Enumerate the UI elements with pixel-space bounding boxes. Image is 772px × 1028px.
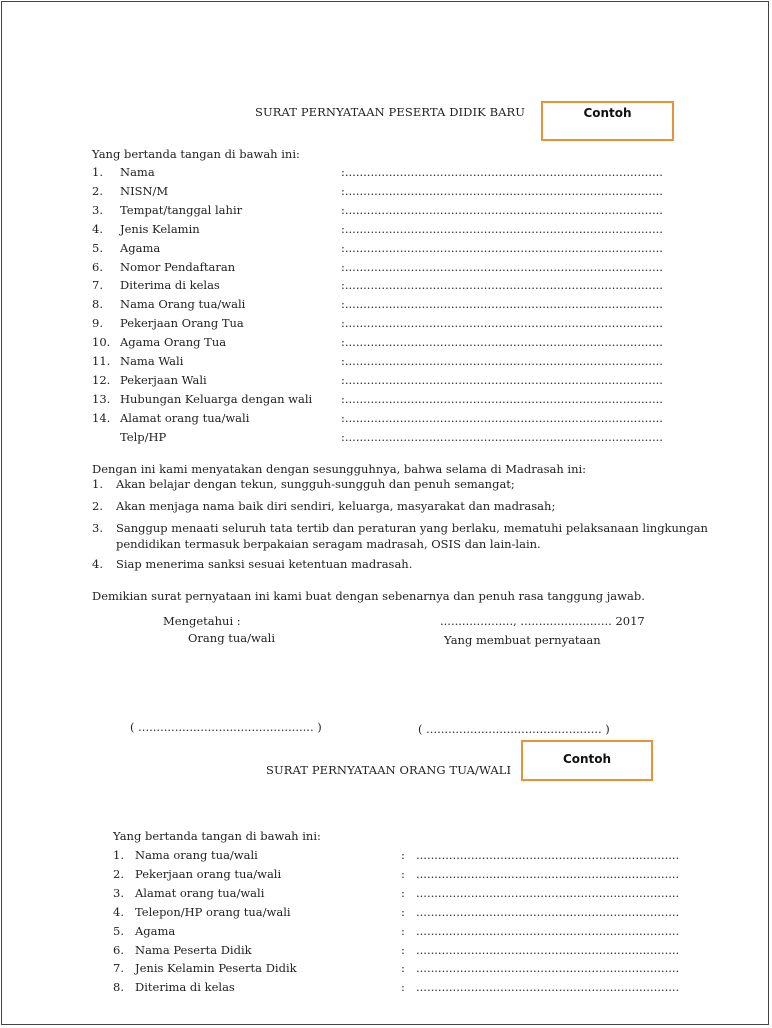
form1-field-row: [92, 278, 663, 296]
field-fill-line[interactable]: :.......................................................................................: [341, 221, 663, 236]
field-fill-line[interactable]: ........................................................................: [416, 885, 680, 900]
field-colon: :: [401, 942, 405, 957]
field-fill-line[interactable]: :.......................................................................................: [341, 202, 663, 217]
field-label: Telepon/HP orang tua/wali: [135, 904, 291, 919]
form2-field-row: [113, 961, 680, 979]
field-number: 6.: [92, 259, 103, 274]
statement-text: Sanggup menaati seluruh tata tertib dan peraturan yang berlaku, mematuhi pelaksanaan lingkungan: [116, 521, 708, 535]
field-fill-line[interactable]: :.......................................................................................: [341, 240, 663, 255]
field-label: Agama Orang Tua: [120, 335, 227, 350]
field-number: 5.: [92, 240, 103, 255]
field-label: Nama orang tua/wali: [135, 848, 258, 862]
field-number: 4.: [92, 221, 103, 236]
form1-contoh-badge: [541, 101, 674, 141]
form1-field-row: [92, 183, 663, 202]
form2-field-row: [113, 848, 680, 866]
form1-field-row: [92, 165, 663, 183]
field-number: 1.: [113, 848, 124, 862]
statement-text-continued: pendidikan termasuk berpakaian seragam madrasah, OSIS dan lain-lain.: [116, 537, 541, 551]
field-number: 9.: [92, 316, 103, 331]
form2-contoh-label: Contoh: [562, 752, 612, 766]
mengetahui-label: Mengetahui :: [163, 614, 241, 628]
field-fill-line[interactable]: :.......................................................................................: [341, 259, 663, 274]
form1-statement-intro: Dengan ini kami menyatakan dengan sesungguhnya, bahwa selama di Madrasah ini:: [92, 462, 587, 476]
field-label: Nama: [120, 165, 155, 179]
field-number: 2.: [92, 183, 103, 198]
field-label: Alamat orang tua/wali: [135, 885, 265, 900]
field-label: Agama: [120, 240, 161, 255]
field-fill-line[interactable]: :.......................................................................................: [341, 316, 663, 331]
form1-field-row: [92, 240, 663, 259]
field-fill-line[interactable]: ........................................................................: [416, 904, 680, 919]
form1-field-row: [92, 391, 663, 410]
field-fill-line[interactable]: ........................................................................: [416, 866, 680, 881]
field-fill-line[interactable]: :.......................................................................................: [341, 391, 663, 406]
field-label: Nama Wali: [120, 354, 184, 368]
form2-title: SURAT PERNYATAAN ORANG TUA/WALI: [266, 763, 512, 777]
field-number: 8.: [113, 980, 124, 995]
field-fill-line[interactable]: ........................................................................: [416, 848, 680, 862]
field-number: 3.: [92, 202, 103, 217]
field-fill-line[interactable]: :.......................................................................................: [341, 410, 663, 425]
field-fill-line[interactable]: ........................................................................: [416, 923, 680, 938]
statement-text: Akan belajar dengan tekun, sungguh-sungguh dan penuh semangat;: [116, 477, 515, 491]
form2-field-row: [113, 866, 680, 885]
field-colon: :: [401, 923, 405, 938]
field-label: Agama: [135, 923, 176, 938]
form1-field-row: [92, 316, 663, 334]
field-number: 2.: [113, 866, 124, 881]
form1-field-row: [92, 410, 663, 429]
field-number: 7.: [92, 278, 103, 293]
field-number: 6.: [113, 942, 124, 957]
date-line: ...................., ......................... 2017: [440, 614, 645, 628]
form2-field-row: [113, 942, 680, 961]
field-fill-line[interactable]: :.......................................................................................: [341, 354, 663, 368]
field-number: 14.: [92, 410, 111, 425]
form1-title: SURAT PERNYATAAN PESERTA DIDIK BARU: [255, 105, 526, 119]
field-label: Pekerjaan Orang Tua: [120, 316, 244, 331]
field-fill-line[interactable]: ........................................................................: [416, 980, 680, 995]
field-label: Hubungan Keluarga dengan wali: [120, 391, 313, 406]
field-label: Alamat orang tua/wali: [120, 410, 250, 425]
field-fill-line[interactable]: ........................................................................: [416, 942, 680, 957]
signature-left: ( ................................................ ): [130, 720, 322, 734]
field-colon: :: [401, 885, 405, 900]
signature-right: ( ................................................ ): [418, 722, 610, 736]
field-fill-line[interactable]: :.......................................................................................: [341, 429, 663, 444]
field-number: 7.: [113, 961, 124, 976]
form2-field-row: [113, 904, 680, 923]
field-label: Tempat/tanggal lahir: [120, 202, 243, 217]
field-number: 4.: [113, 904, 124, 919]
field-number: 12.: [92, 372, 111, 387]
form2-field-row: [113, 980, 680, 998]
form1-field-row: [92, 221, 663, 240]
field-number: 8.: [92, 297, 103, 312]
field-label: Nama Orang tua/wali: [120, 297, 246, 312]
field-label: Pekerjaan orang tua/wali: [135, 866, 282, 881]
field-fill-line[interactable]: :.......................................................................................: [341, 278, 663, 293]
form2-field-row: [113, 885, 680, 904]
field-label: NISN/M: [120, 183, 169, 198]
field-number: 1.: [92, 165, 103, 179]
field-label: Nomor Pendaftaran: [120, 259, 236, 274]
field-label: Diterima di kelas: [120, 278, 220, 293]
field-fill-line[interactable]: ........................................................................: [416, 961, 680, 976]
statement-number: 2.: [92, 499, 103, 513]
field-colon: :: [401, 904, 405, 919]
field-fill-line[interactable]: :.......................................................................................: [341, 372, 663, 387]
form2-field-row: [113, 923, 680, 942]
form1-field-row: [92, 259, 663, 278]
field-fill-line[interactable]: :.......................................................................................: [341, 335, 663, 350]
field-number: 10.: [92, 335, 111, 350]
field-label: Diterima di kelas: [135, 980, 235, 995]
field-number: 11.: [92, 354, 111, 368]
field-label: Telp/HP: [120, 429, 167, 444]
field-colon: :: [401, 980, 405, 995]
field-fill-line[interactable]: :.......................................................................................: [341, 183, 663, 198]
field-label: Jenis Kelamin Peserta Didik: [135, 961, 297, 976]
field-fill-line[interactable]: :.......................................................................................: [341, 297, 663, 312]
form1-field-row: [92, 372, 663, 391]
field-colon: :: [401, 866, 405, 881]
form1-field-row: [92, 297, 663, 315]
statement-number: 4.: [92, 557, 103, 571]
field-colon: :: [401, 848, 405, 862]
field-label: Pekerjaan Wali: [120, 372, 207, 387]
field-label: Nama Peserta Didik: [135, 942, 252, 957]
statement-number: 1.: [92, 477, 103, 491]
field-number: 3.: [113, 885, 124, 900]
yang-membuat-label: Yang membuat pernyataan: [444, 633, 601, 647]
statement-text: Akan menjaga nama baik diri sendiri, keluarga, masyarakat dan madrasah;: [116, 499, 556, 513]
form2-intro: Yang bertanda tangan di bawah ini:: [113, 829, 321, 843]
form1-field-row: [92, 335, 663, 353]
form1-contoh-label: Contoh: [583, 106, 632, 120]
field-label: Jenis Kelamin: [120, 221, 200, 236]
form1-field-row: [92, 354, 663, 372]
form1-intro: Yang bertanda tangan di bawah ini:: [92, 147, 300, 161]
form1-field-row: [92, 429, 663, 448]
form1-field-row: [92, 202, 663, 221]
field-colon: :: [401, 961, 405, 976]
statement-text: Siap menerima sanksi sesuai ketentuan madrasah.: [116, 557, 413, 571]
form2-contoh-badge: [521, 740, 653, 781]
statement-number: 3.: [92, 521, 103, 535]
field-number: 5.: [113, 923, 124, 938]
orang-tua-wali-label: Orang tua/wali: [188, 631, 276, 645]
field-number: 13.: [92, 391, 111, 406]
field-fill-line[interactable]: :.......................................................................................: [341, 165, 663, 179]
form1-closing: Demikian surat pernyataan ini kami buat dengan sebenarnya dan penuh rasa tanggung jawab.: [92, 589, 645, 603]
